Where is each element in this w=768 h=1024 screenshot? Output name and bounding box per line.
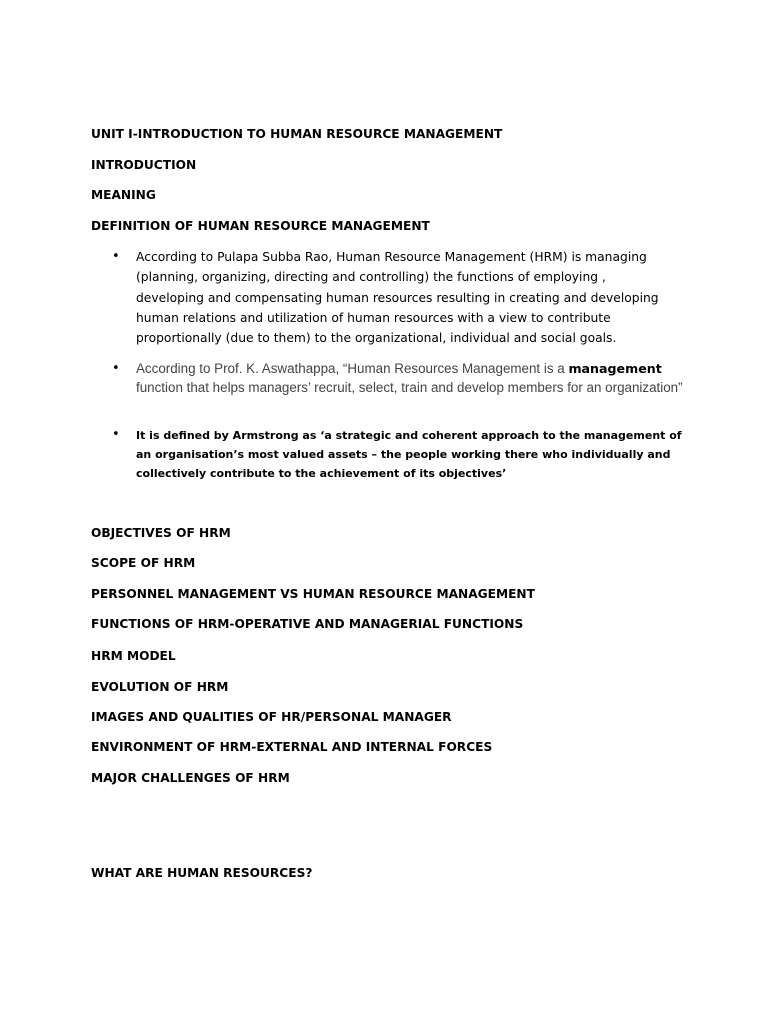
topic-heading: HRM MODEL bbox=[91, 649, 176, 663]
topic-heading: IMAGES AND QUALITIES OF HR/PERSONAL MANAGER bbox=[91, 710, 452, 724]
bullet-marker: • bbox=[112, 361, 120, 376]
definition-aswathappa-text-start: According to Prof. K. Aswathappa, “Human Resources Management is a bbox=[136, 361, 569, 376]
final-heading: WHAT ARE HUMAN RESOURCES? bbox=[91, 866, 313, 880]
topic-heading: PERSONNEL MANAGEMENT VS HUMAN RESOURCE MANAGEMENT bbox=[91, 587, 535, 601]
definition-aswathappa-bold-word: management bbox=[568, 361, 662, 376]
bullet-marker: • bbox=[112, 249, 120, 264]
definition-armstrong: It is defined by Armstrong as ‘a strategic and coherent approach to the management of an organisation’s most valued assets – the people working there who individually and collectively contribute to the achievement of its objectives’ bbox=[136, 429, 682, 480]
definition-aswathappa-text-end: function that helps managers’ recruit, select, train and develop members for an organization” bbox=[136, 379, 683, 395]
bullet-marker: • bbox=[112, 427, 120, 442]
definition-pulapa-subba-rao: According to Pulapa Subba Rao, Human Resource Management (HRM) is managing (planning, organizing, directing and controlling) the functions of employing , developing and compensating human resources resulting in creating and developing human relations and utilization of human resources with a view to contribute proportionally (due to them) to the organizational, individual and social goals. bbox=[136, 250, 659, 346]
unit-title: UNIT I-INTRODUCTION TO HUMAN RESOURCE MANAGEMENT bbox=[91, 127, 503, 141]
definition-aswathappa bbox=[136, 360, 696, 397]
definition-heading: DEFINITION OF HUMAN RESOURCE MANAGEMENT bbox=[91, 219, 430, 233]
topic-heading: EVOLUTION OF HRM bbox=[91, 680, 229, 694]
introduction-heading: INTRODUCTION bbox=[91, 158, 197, 172]
topic-heading: FUNCTIONS OF HRM-OPERATIVE AND MANAGERIAL FUNCTIONS bbox=[91, 617, 524, 631]
topic-heading: OBJECTIVES OF HRM bbox=[91, 526, 231, 540]
topic-heading: MAJOR CHALLENGES OF HRM bbox=[91, 771, 290, 785]
topic-heading: ENVIRONMENT OF HRM-EXTERNAL AND INTERNAL FORCES bbox=[91, 740, 493, 754]
meaning-heading: MEANING bbox=[91, 188, 156, 202]
topic-heading: SCOPE OF HRM bbox=[91, 556, 196, 570]
